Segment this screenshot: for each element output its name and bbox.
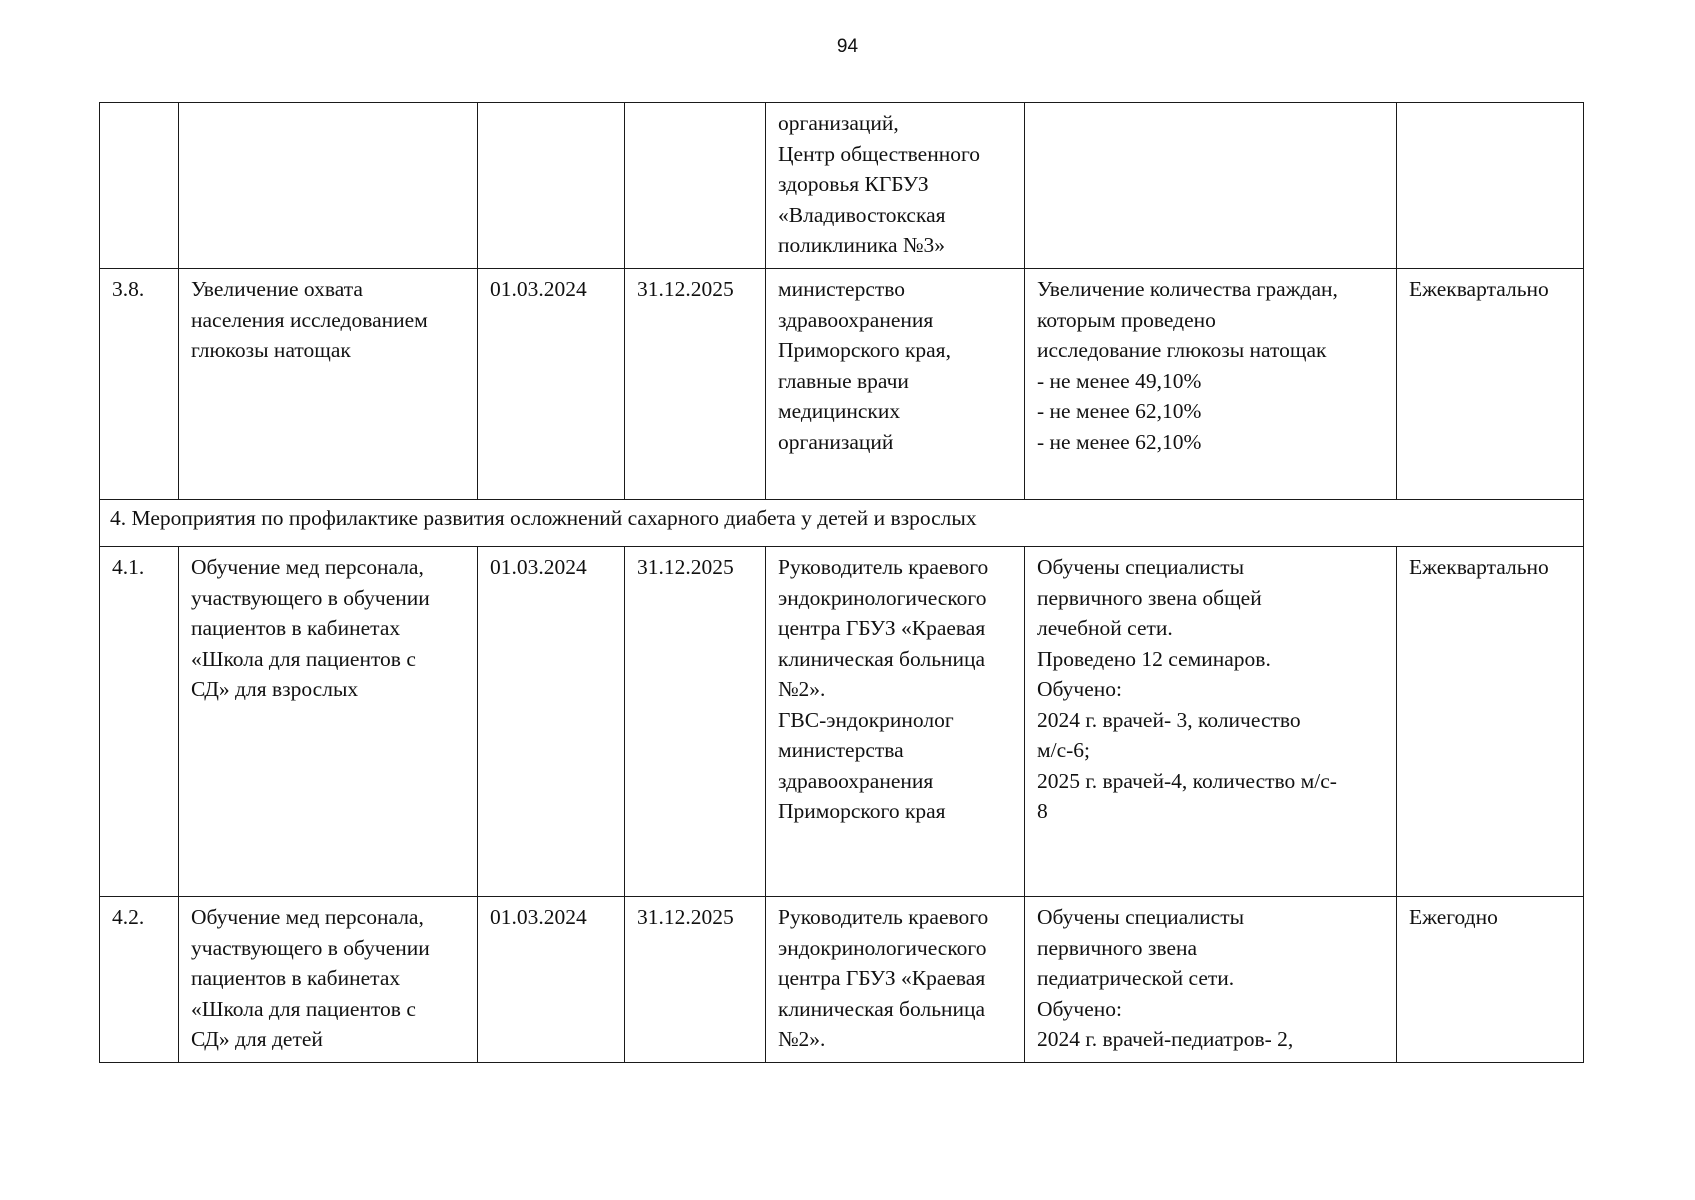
cell-number: 3.8. — [100, 269, 179, 500]
cell-start-date: 01.03.2024 — [478, 547, 625, 897]
cell-number: 4.2. — [100, 897, 179, 1063]
cell-result: Обучены специалисты первичного звена общей лечебной сети. Проведено 12 семинаров. Обучено: 2024 г. врачей- 3, количество м/с-6; 2025 г. врачей-4, количество м/с- 8 — [1025, 547, 1397, 897]
table-row-4-1 — [100, 547, 1584, 897]
cell-result: Увеличение количества граждан, которым проведено исследование глюкозы натощак - не менее 49,10% - не менее 62,10% - не менее 62,10% — [1025, 269, 1397, 500]
cell-frequency: Ежеквартально — [1397, 269, 1584, 500]
cell-end-date: 31.12.2025 — [625, 269, 766, 500]
cell-responsible: Руководитель краевого эндокринологического центра ГБУЗ «Краевая клиническая больница №2». ГВС-эндокринолог министерства здравоохранения Приморского края — [766, 547, 1025, 897]
cell-start-date — [478, 103, 625, 269]
cell-responsible: Руководитель краевого эндокринологического центра ГБУЗ «Краевая клиническая больница №2». — [766, 897, 1025, 1063]
cell-start-date: 01.03.2024 — [478, 897, 625, 1063]
cell-number: 4.1. — [100, 547, 179, 897]
cell-activity: Увеличение охвата населения исследованием глюкозы натощак — [179, 269, 478, 500]
cell-activity: Обучение мед персонала, участвующего в обучении пациентов в кабинетах «Школа для пациентов с СД» для взрослых — [179, 547, 478, 897]
table-row-4-2 — [100, 897, 1584, 1063]
cell-responsible: министерство здравоохранения Приморского края, главные врачи медицинских организаций — [766, 269, 1025, 500]
section-heading: 4. Мероприятия по профилактике развития осложнений сахарного диабета у детей и взрослых — [100, 500, 1584, 547]
cell-frequency — [1397, 103, 1584, 269]
cell-end-date: 31.12.2025 — [625, 547, 766, 897]
cell-end-date — [625, 103, 766, 269]
activities-table — [99, 102, 1584, 1063]
table-section-row — [100, 500, 1584, 547]
table-row-3-8 — [100, 269, 1584, 500]
cell-result — [1025, 103, 1397, 269]
cell-start-date: 01.03.2024 — [478, 269, 625, 500]
cell-frequency: Ежегодно — [1397, 897, 1584, 1063]
page-number: 94 — [836, 36, 859, 57]
cell-activity: Обучение мед персонала, участвующего в обучении пациентов в кабинетах «Школа для пациентов с СД» для детей — [179, 897, 478, 1063]
cell-responsible: организаций, Центр общественного здоровья КГБУЗ «Владивостокская поликлиника №3» — [766, 103, 1025, 269]
cell-frequency: Ежеквартально — [1397, 547, 1584, 897]
cell-number — [100, 103, 179, 269]
cell-result: Обучены специалисты первичного звена педиатрической сети. Обучено: 2024 г. врачей-педиатров- 2, — [1025, 897, 1397, 1063]
cell-activity — [179, 103, 478, 269]
table-row-continuation — [100, 103, 1584, 269]
cell-end-date: 31.12.2025 — [625, 897, 766, 1063]
